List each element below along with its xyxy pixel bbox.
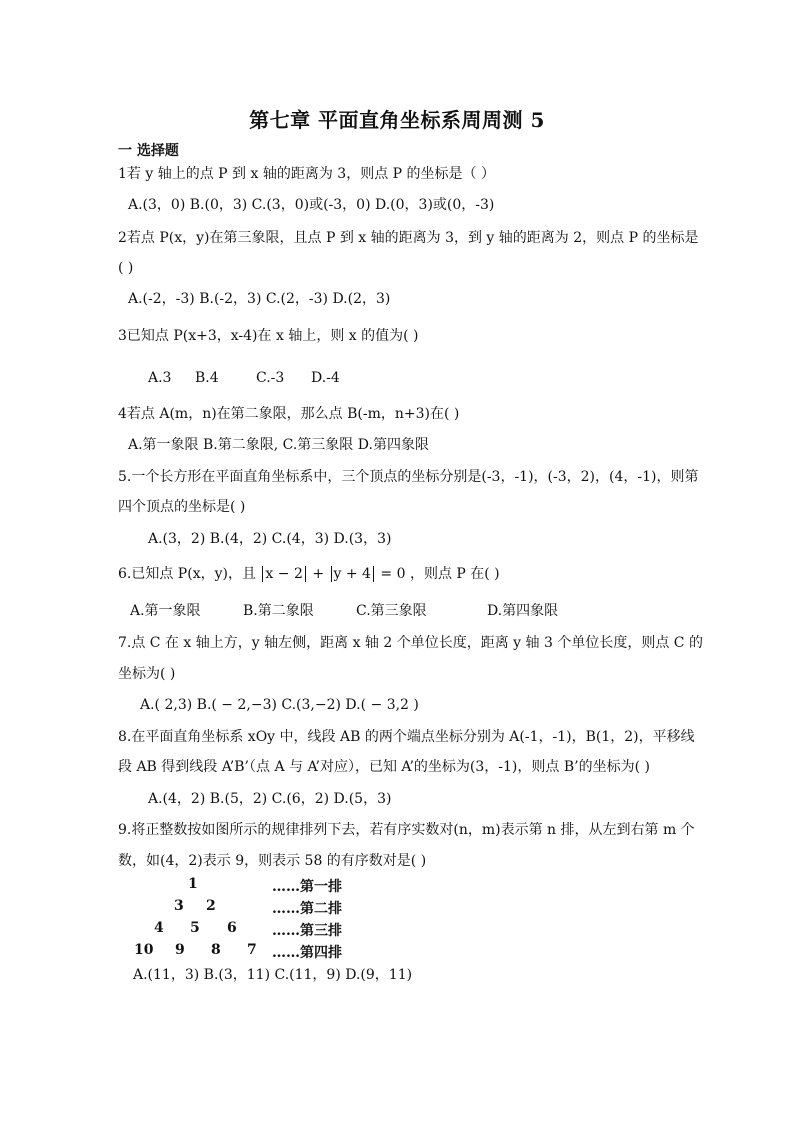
triangle-number: 9 — [175, 942, 185, 958]
number-triangle — [132, 872, 372, 964]
triangle-number: 4 — [154, 920, 164, 936]
question-4: 4若点 A(m，n)在第二象限，那么点 B(-m，n+3)在( ) — [118, 406, 460, 422]
question-6-option-a: A.第一象限 — [130, 603, 201, 619]
question-2-line-1: 2若点 P(x，y)在第三象限，且点 P 到 x 轴的距离为 3，到 y 轴的距离为 2，则点 P 的坐标是 — [118, 230, 699, 246]
absolute-value-y-plus-4: y + 4 — [331, 566, 374, 582]
question-5-line-2: 四个顶点的坐标是( ) — [118, 499, 246, 515]
question-6-option-d: D.第四象限 — [487, 603, 559, 619]
question-2-line-2: ( ) — [118, 260, 134, 276]
triangle-row — [132, 898, 372, 916]
triangle-number: 2 — [206, 898, 216, 914]
question-6-suffix: ，则点 P 在( ) — [409, 566, 500, 582]
triangle-number: 5 — [190, 920, 200, 936]
question-8-options: A.(4，2) B.(5，2) C.(6，2) D.(5，3) — [148, 791, 392, 807]
absolute-value-x-minus-2: x − 2 — [262, 566, 305, 582]
triangle-number: 6 — [227, 920, 237, 936]
question-8-line-1: 8.在平面直角坐标系 xOy 中，线段 AB 的两个端点坐标分别为 A(-1，-1)，B(1，2)，平移线 — [118, 729, 695, 745]
question-3-option-c: C.-3 — [256, 370, 285, 386]
question-3-option-b: B.4 — [195, 370, 219, 386]
plus-sign: + — [312, 566, 325, 582]
question-7-line-2: 坐标为( ) — [118, 666, 176, 682]
question-7-line-1: 7.点 C 在 x 轴上方，y 轴左侧，距离 x 轴 2 个单位长度，距离 y 轴 3 个单位长度，则点 C 的 — [118, 635, 703, 651]
triangle-row-label: ……第二排 — [272, 901, 342, 917]
triangle-row — [132, 876, 372, 894]
question-3-option-d: D.-4 — [311, 370, 340, 386]
question-9-line-2: 数，如(4，2)表示 9，则表示 58 的有序数对是( ) — [118, 853, 427, 869]
question-9-line-1: 9.将正整数按如图所示的规律排列下去，若有序实数对(n，m)表示第 n 排，从左到右第 m 个 — [118, 822, 695, 838]
page-title: 第七章 平面直角坐标系周周测 5 — [249, 108, 545, 132]
question-1-options: A.(3，0) B.(0，3) C.(3，0)或(-3，0) D.(0，3)或(0，-3) — [128, 197, 495, 213]
triangle-row-label: ……第三排 — [272, 923, 342, 939]
question-9-options: A.(11，3) B.(3，11) C.(11，9) D.(9，11) — [133, 967, 413, 983]
question-6-option-c: C.第三象限 — [356, 603, 427, 619]
triangle-number: 7 — [247, 942, 257, 958]
question-1: 1若 y 轴上的点 P 到 x 轴的距离为 3，则点 P 的坐标是（ ） — [118, 166, 495, 182]
question-3: 3已知点 P(x+3，x-4)在 x 轴上，则 x 的值为( ) — [118, 328, 419, 344]
question-2-options: A.(-2，-3) B.(-2，3) C.(2，-3) D.(2，3) — [128, 291, 391, 307]
question-3-option-a: A.3 — [148, 370, 172, 386]
question-6-prefix: 6.已知点 P(x，y)，且 — [118, 566, 256, 582]
section-heading: 一 选择题 — [118, 143, 179, 159]
question-4-options: A.第一象限 B.第二象限, C.第三象限 D.第四象限 — [128, 437, 429, 453]
triangle-number: 1 — [188, 876, 198, 892]
question-6 — [118, 564, 678, 584]
triangle-row — [132, 920, 372, 938]
equals-zero: = 0 — [380, 566, 406, 582]
triangle-number: 3 — [174, 898, 184, 914]
triangle-row-label: ……第一排 — [272, 879, 342, 895]
triangle-row — [132, 942, 372, 960]
question-5-options: A.(3，2) B.(4，2) C.(4，3) D.(3，3) — [148, 531, 392, 547]
question-8-line-2: 段 AB 得到线段 A’B’（点 A 与 A’对应），已知 A’的坐标为(3，-1)，则点 B’的坐标为( ) — [118, 759, 650, 775]
question-6-option-b: B.第二象限 — [243, 603, 314, 619]
triangle-number: 10 — [134, 942, 154, 958]
question-5-line-1: 5.一个长方形在平面直角坐标系中，三个顶点的坐标分别是(-3，-1)，(-3，2)，(4，-1)，则第 — [118, 469, 699, 485]
question-7-options: A.( 2,3) B.( − 2,−3) C.(3,−2) D.( − 3,2 ) — [140, 697, 419, 713]
triangle-row-label: ……第四排 — [272, 945, 342, 961]
triangle-number: 8 — [211, 942, 221, 958]
